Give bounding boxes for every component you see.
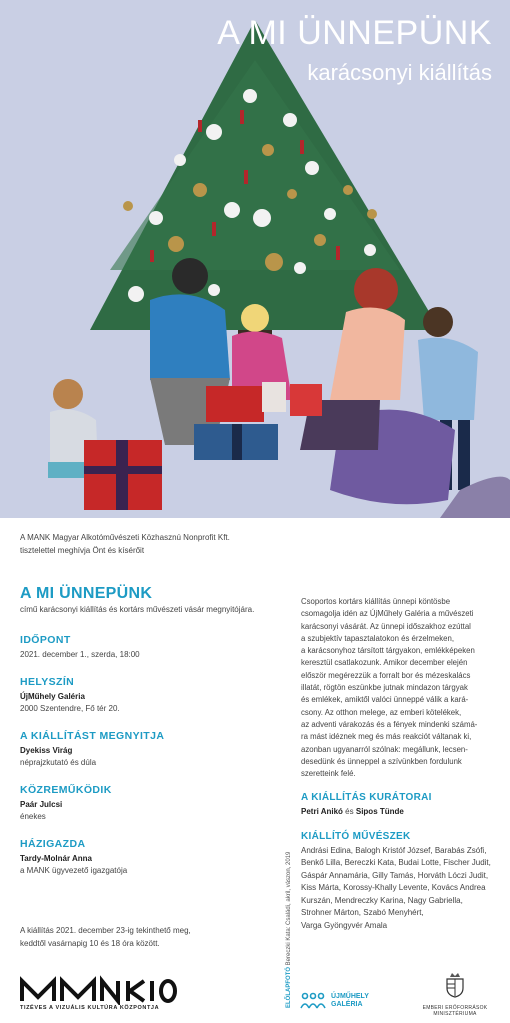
curator-2: Sipos Tünde	[355, 807, 404, 817]
intro-line-2: tisztelettel meghívja Önt és kísérőit	[20, 545, 145, 555]
main-title: A MI ÜNNEPÜNK	[20, 585, 153, 602]
curator-1: Petri Anikó	[301, 807, 343, 817]
description-line: és emlékek, amiktől valóci ünneppé válik a kará-	[301, 695, 469, 705]
cover-photo-credit	[286, 852, 292, 1008]
curators-heading: A KIÁLLÍTÁS KURÁTORAI	[301, 792, 432, 804]
gallery-figures-icon	[300, 992, 326, 1010]
curators-names	[301, 806, 496, 819]
artists-line: Benkő Lilla, Bereczki Kata, Budai Lotte, Fischer Judit,	[301, 858, 491, 868]
footnote-line-2: keddtől vasárnapig 10 és 18 óra között.	[20, 938, 160, 948]
artists-line: Gáspár Annamária, Gilly Tamás, Horváth Lóczi Judit,	[301, 870, 489, 880]
credit-label: ELŐLAPFOTÓ	[286, 967, 292, 1008]
ministry-name	[418, 1005, 492, 1017]
opening-name: Dyekiss Virág	[20, 745, 73, 755]
ministry-line-2: MINISZTÉRIUMA	[433, 1011, 477, 1017]
description-line: illatát, rögtön eszünkbe jutnak mindazon tárgyak	[301, 683, 468, 693]
description-column	[301, 596, 496, 932]
contributor-role: énekes	[20, 812, 46, 821]
contributor-block	[20, 799, 282, 824]
description-line: desedünk és ünneppel a szívünkben fordulunk	[301, 756, 462, 766]
gallery-name	[331, 993, 369, 1009]
exhibition-dates-note	[20, 925, 270, 950]
time-heading: IDŐPONT	[20, 634, 71, 646]
gallery-line-1: ÚJMŰHELY	[331, 993, 369, 1000]
hero-subtitle: karácsonyi kiállítás	[307, 60, 492, 85]
ministry-line-1: EMBERI ERŐFORRÁSOK	[422, 1005, 488, 1011]
opening-block	[20, 745, 282, 770]
artists-line: Andrási Edina, Balogh Kristóf József, Barabás Zsófi,	[301, 845, 487, 855]
contributor-heading: KÖZREMŰKÖDIK	[20, 783, 112, 796]
intro-line-1: A MANK Magyar Alkotóművészeti Közhasznú Nonprofit Kft.	[20, 533, 230, 542]
artists-list	[301, 845, 496, 933]
artists-line: Kurszán, Mendreczky Karina, Nagy Gabriella,	[301, 895, 463, 905]
gallery-line-2: GALÉRIA	[331, 1001, 363, 1008]
artists-heading: KIÁLLÍTÓ MŰVÉSZEK	[301, 830, 411, 842]
host-role: a MANK ügyvezető igazgatója	[20, 866, 128, 875]
description-line: ra mást idéznek meg és más reakciót váltanak ki,	[301, 732, 472, 742]
place-address: 2000 Szentendre, Fő tér 20.	[20, 704, 120, 713]
place-name: ÚjMűhely Galéria	[20, 691, 85, 701]
description-paragraph	[301, 596, 496, 780]
main-subtitle: című karácsonyi kiállítás és kortárs művészeti vásár megnyitójára.	[20, 605, 255, 614]
mank10-logo-mark	[18, 975, 178, 1005]
host-block	[20, 853, 282, 878]
description-line: keresztül csatlakozunk. Amikor december elején	[301, 658, 468, 668]
ministry-logo	[418, 972, 492, 1017]
description-line: csony. Az otthon melege, az emberi kötelékek,	[301, 707, 462, 717]
description-line: a szubjektív tapasztalatokon és érzelmeken,	[301, 633, 454, 643]
description-line: azonban ugyanarról szólnak: megállunk, lecsen-	[301, 744, 468, 754]
description-line: karácsonyi vásárát. Az ünnepi időszakhoz ezúttal	[301, 621, 471, 631]
place-block	[20, 691, 282, 716]
artists-line: Varga Gyöngyvér Amala	[301, 920, 388, 930]
description-line: Csoportos kortárs kiállítás ünnepi köntösbe	[301, 597, 451, 606]
invitation-column	[20, 532, 282, 878]
opening-heading: A KIÁLLÍTÁST MEGNYITJA	[20, 729, 165, 742]
description-line: először megérezzük a forralt bor és mézeskalács	[301, 670, 471, 680]
footnote-line-1: A kiállítás 2021. december 23-ig tekinthető meg,	[20, 926, 191, 935]
time-value: 2021. december 1., szerda, 18:00	[20, 650, 140, 659]
intro-text	[20, 532, 282, 557]
coat-of-arms-icon	[443, 972, 467, 998]
artists-line: Strohner Márton, Szabó Menyhért,	[301, 908, 424, 918]
opening-role: néprajzkutató és dúla	[20, 758, 97, 767]
description-line: az adventi várakozás és a fények mindenki számá-	[301, 719, 478, 729]
ujmuhely-galeria-logo	[300, 992, 369, 1010]
host-heading: HÁZIGAZDA	[20, 837, 86, 850]
description-line: a karácsonyhoz társított tárgyakon, emlékképeken	[301, 646, 475, 656]
hero-title: A MI ÜNNEPÜNK	[217, 14, 492, 52]
description-line: csomagolja idén az ÚjMűhely Galéria a művészeti	[301, 609, 474, 619]
credit-text: Bereczki Kata: Családi, akril, vászon, 2019	[286, 851, 292, 966]
place-heading: HELYSZÍN	[20, 675, 75, 688]
contributor-name: Paár Julcsi	[20, 799, 63, 809]
host-name: Tardy-Molnár Anna	[20, 853, 93, 863]
artists-line: Kiss Márta, Korossy-Khally Levente, Kovács Andrea	[301, 883, 486, 893]
mank-tagline: TIZÉVES A VIZUÁLIS KULTÚRA KÖZPONTJA	[20, 1005, 160, 1011]
description-line: szeretteink felé.	[301, 769, 356, 779]
curators-and: és	[345, 807, 354, 817]
